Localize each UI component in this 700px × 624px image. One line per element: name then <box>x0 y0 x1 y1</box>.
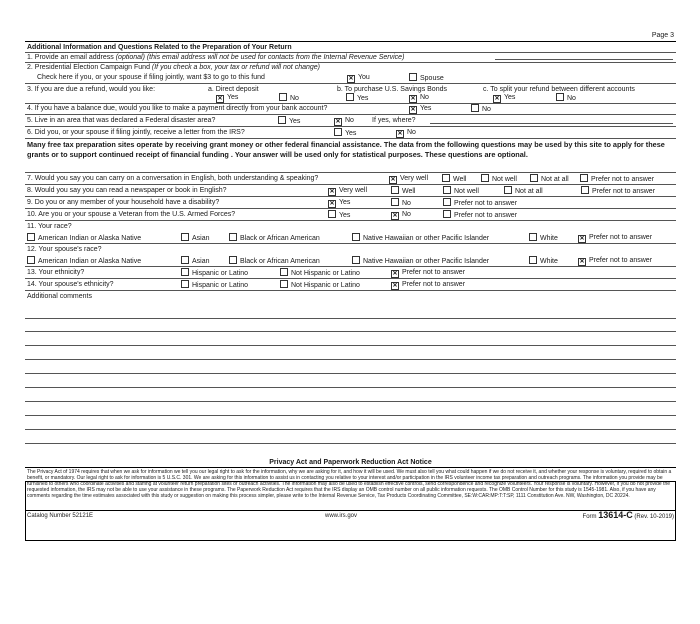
question-6: 6. Did you, or your spouse if filing jointly, receive a letter from the IRS? <box>27 129 245 136</box>
q5-no[interactable]: ✕ No <box>334 116 354 126</box>
question-5: 5. Live in an area that was declared a Federal disaster area? <box>27 117 216 124</box>
q11-white[interactable]: White <box>529 233 558 243</box>
form-page <box>25 32 676 546</box>
q9-no[interactable]: No <box>391 198 411 208</box>
catalog-number: Catalog Number 52121E <box>27 513 94 519</box>
q12-pacific-islander[interactable]: Native Hawaiian or other Pacific Islander <box>352 256 489 266</box>
q11-asian[interactable]: Asian <box>181 233 210 243</box>
question-13: 13. Your ethnicity? <box>27 269 85 276</box>
page-number: Page 3 <box>651 32 674 39</box>
q11-prefer-not[interactable]: ✕ Prefer not to answer <box>578 233 652 243</box>
q7-very-well[interactable]: ✕ Very well <box>389 174 428 184</box>
top-rule <box>25 41 676 42</box>
q12-white[interactable]: White <box>529 256 558 266</box>
q3c-no[interactable]: No <box>556 93 576 103</box>
q13-prefer-not[interactable]: ✕ Prefer not to answer <box>391 268 465 278</box>
q3b-yes[interactable]: Yes <box>346 93 368 103</box>
q9-prefer-not[interactable]: Prefer not to answer <box>443 198 517 208</box>
question-14: 14. Your spouse's ethnicity? <box>27 281 114 288</box>
q3-direct-deposit: a. Direct deposit <box>208 86 259 93</box>
website: www.irs.gov <box>325 513 358 519</box>
q3a-yes[interactable]: ✕Yes <box>216 93 238 103</box>
question-10: 10. Are you or your spouse a Veteran from the U.S. Armed Forces? <box>27 211 236 218</box>
q7-not-at-all[interactable]: Not at all <box>530 174 569 184</box>
q14-not-hispanic[interactable]: Not Hispanic or Latino <box>280 280 360 290</box>
q8-well[interactable]: Well <box>391 186 415 196</box>
q12-asian[interactable]: Asian <box>181 256 210 266</box>
campaign-you-option[interactable]: ✕ You <box>347 73 370 83</box>
q5-yes[interactable]: Yes <box>278 116 300 126</box>
q13-hispanic[interactable]: Hispanic or Latino <box>181 268 248 278</box>
question-2-line2: Check here if you, or your spouse if filing jointly, want $3 to go to this fund <box>37 74 265 81</box>
q14-prefer-not[interactable]: ✕ Prefer not to answer <box>391 280 465 290</box>
question-9: 9. Do you or any member of your household have a disability? <box>27 199 220 206</box>
question-4: 4. If you have a balance due, would you like to make a payment directly from your bank account? <box>27 105 328 112</box>
q11-black[interactable]: Black or African American <box>229 233 320 243</box>
checkbox[interactable] <box>409 73 417 81</box>
q8-prefer-not[interactable]: Prefer not to answer <box>581 186 655 196</box>
q10-no[interactable]: ✕ No <box>391 210 411 220</box>
question-8: 8. Would you say you can read a newspaper or book in English? <box>27 187 227 194</box>
q5-where-label: If yes, where? <box>372 117 416 124</box>
q7-well[interactable]: Well <box>442 174 466 184</box>
q3c-yes[interactable]: ✕ Yes <box>493 93 515 103</box>
q3b-no[interactable]: ✕ No <box>409 93 429 103</box>
question-12: 12. Your spouse's race? <box>27 246 102 253</box>
q14-hispanic[interactable]: Hispanic or Latino <box>181 280 248 290</box>
question-1: 1. Provide an email address (optional) (this email address will not be used for contacts from the Internal Revenue Service) <box>27 54 405 61</box>
question-3: 3. If you are due a refund, would you like: <box>27 86 156 93</box>
q6-yes[interactable]: Yes <box>334 128 356 138</box>
email-field[interactable] <box>495 59 673 60</box>
form-id: Form 13614-C (Rev. 10-2019) <box>582 510 674 520</box>
q13-not-hispanic[interactable]: Not Hispanic or Latino <box>280 268 360 278</box>
privacy-title: Privacy Act and Paperwork Reduction Act Notice <box>269 459 432 466</box>
q3-split-refund: c. To split your refund between different accounts <box>483 86 635 93</box>
q4-yes[interactable]: ✕ Yes <box>409 104 431 114</box>
q3-savings-bonds: b. To purchase U.S. Savings Bonds <box>337 86 447 93</box>
disaster-area-field[interactable] <box>430 123 673 124</box>
q10-yes[interactable]: Yes <box>328 210 350 220</box>
q8-not-well[interactable]: Not well <box>443 186 479 196</box>
q12-american-indian[interactable]: American Indian or Alaska Native <box>27 256 141 266</box>
q11-pacific-islander[interactable]: Native Hawaiian or other Pacific Islander <box>352 233 489 243</box>
question-2: 2. Presidential Election Campaign Fund (If you check a box, your tax or refund will not change) <box>27 64 320 71</box>
grant-notice: Many free tax preparation sites operate by receiving grant money or other federal financial assistance. The data from the following questions may be used by this site to apply for these grants or to support continued receipt of financial funding . Your answer will be used only for statistical purposes. These questions are optional. <box>27 140 665 159</box>
privacy-text: The Privacy Act of 1974 requires that when we ask for information we tell you our legal right to ask for the information, why we are asking for it, and how it will be used. We must also tell you what could happen if we do not receive it, and whether your response is voluntary, required to obtain a benefit, or mandatory. Our legal right to ask for information is 5 U.S.C. 301. We are asking for this information to assist us in contacting you relative to your interest and/or participation in the IRS volunteer income tax preparation and outreach programs. The information you provide may be furnished to others who coordinate activities and staffing at volunteer return preparation sites or outreach activities. The information may also be used to establish effective controls, send correspondence and recognize volunteers. Your response is voluntary. However, if you do not provide the requested information, the IRS may not be able to use your assistance in these programs. The Paperwork Reduction Act requires that the IRS display an OMB control number on all public information requests. The OMB Control Number for this study is 1545-1981. Also, if you have any comments regarding the time estimates associated with this study or suggestion on making this process simpler, please write to the Internal Revenue Service, Tax Products Coordinating Committee, SE:W:CAR:MP:T:T:SP, 1111 Constitution Ave. NW, Washington, DC 20224. <box>27 469 672 499</box>
q12-prefer-not[interactable]: ✕ Prefer not to answer <box>578 256 652 266</box>
q9-yes[interactable]: ✕ Yes <box>328 198 350 208</box>
q8-not-at-all[interactable]: Not at all <box>504 186 543 196</box>
q10-prefer-not[interactable]: Prefer not to answer <box>443 210 517 220</box>
q3a-no[interactable]: No <box>279 93 299 103</box>
question-7: 7. Would you say you can carry on a conversation in English, both understanding & speaking? <box>27 175 319 182</box>
campaign-spouse-option[interactable]: Spouse <box>409 73 444 83</box>
section-title: Additional Information and Questions Related to the Preparation of Your Return <box>27 44 292 51</box>
q7-prefer-not[interactable]: Prefer not to answer <box>580 174 654 184</box>
q4-no[interactable]: No <box>471 104 491 114</box>
q8-very-well[interactable]: ✕ Very well <box>328 186 367 196</box>
question-11: 11. Your race? <box>27 223 72 230</box>
q7-not-well[interactable]: Not well <box>481 174 517 184</box>
checkbox-checked[interactable] <box>347 75 355 83</box>
q11-american-indian[interactable]: American Indian or Alaska Native <box>27 233 141 243</box>
comments-label: Additional comments <box>27 293 92 300</box>
q6-no[interactable]: ✕ No <box>396 128 416 138</box>
q12-black[interactable]: Black or African American <box>229 256 320 266</box>
